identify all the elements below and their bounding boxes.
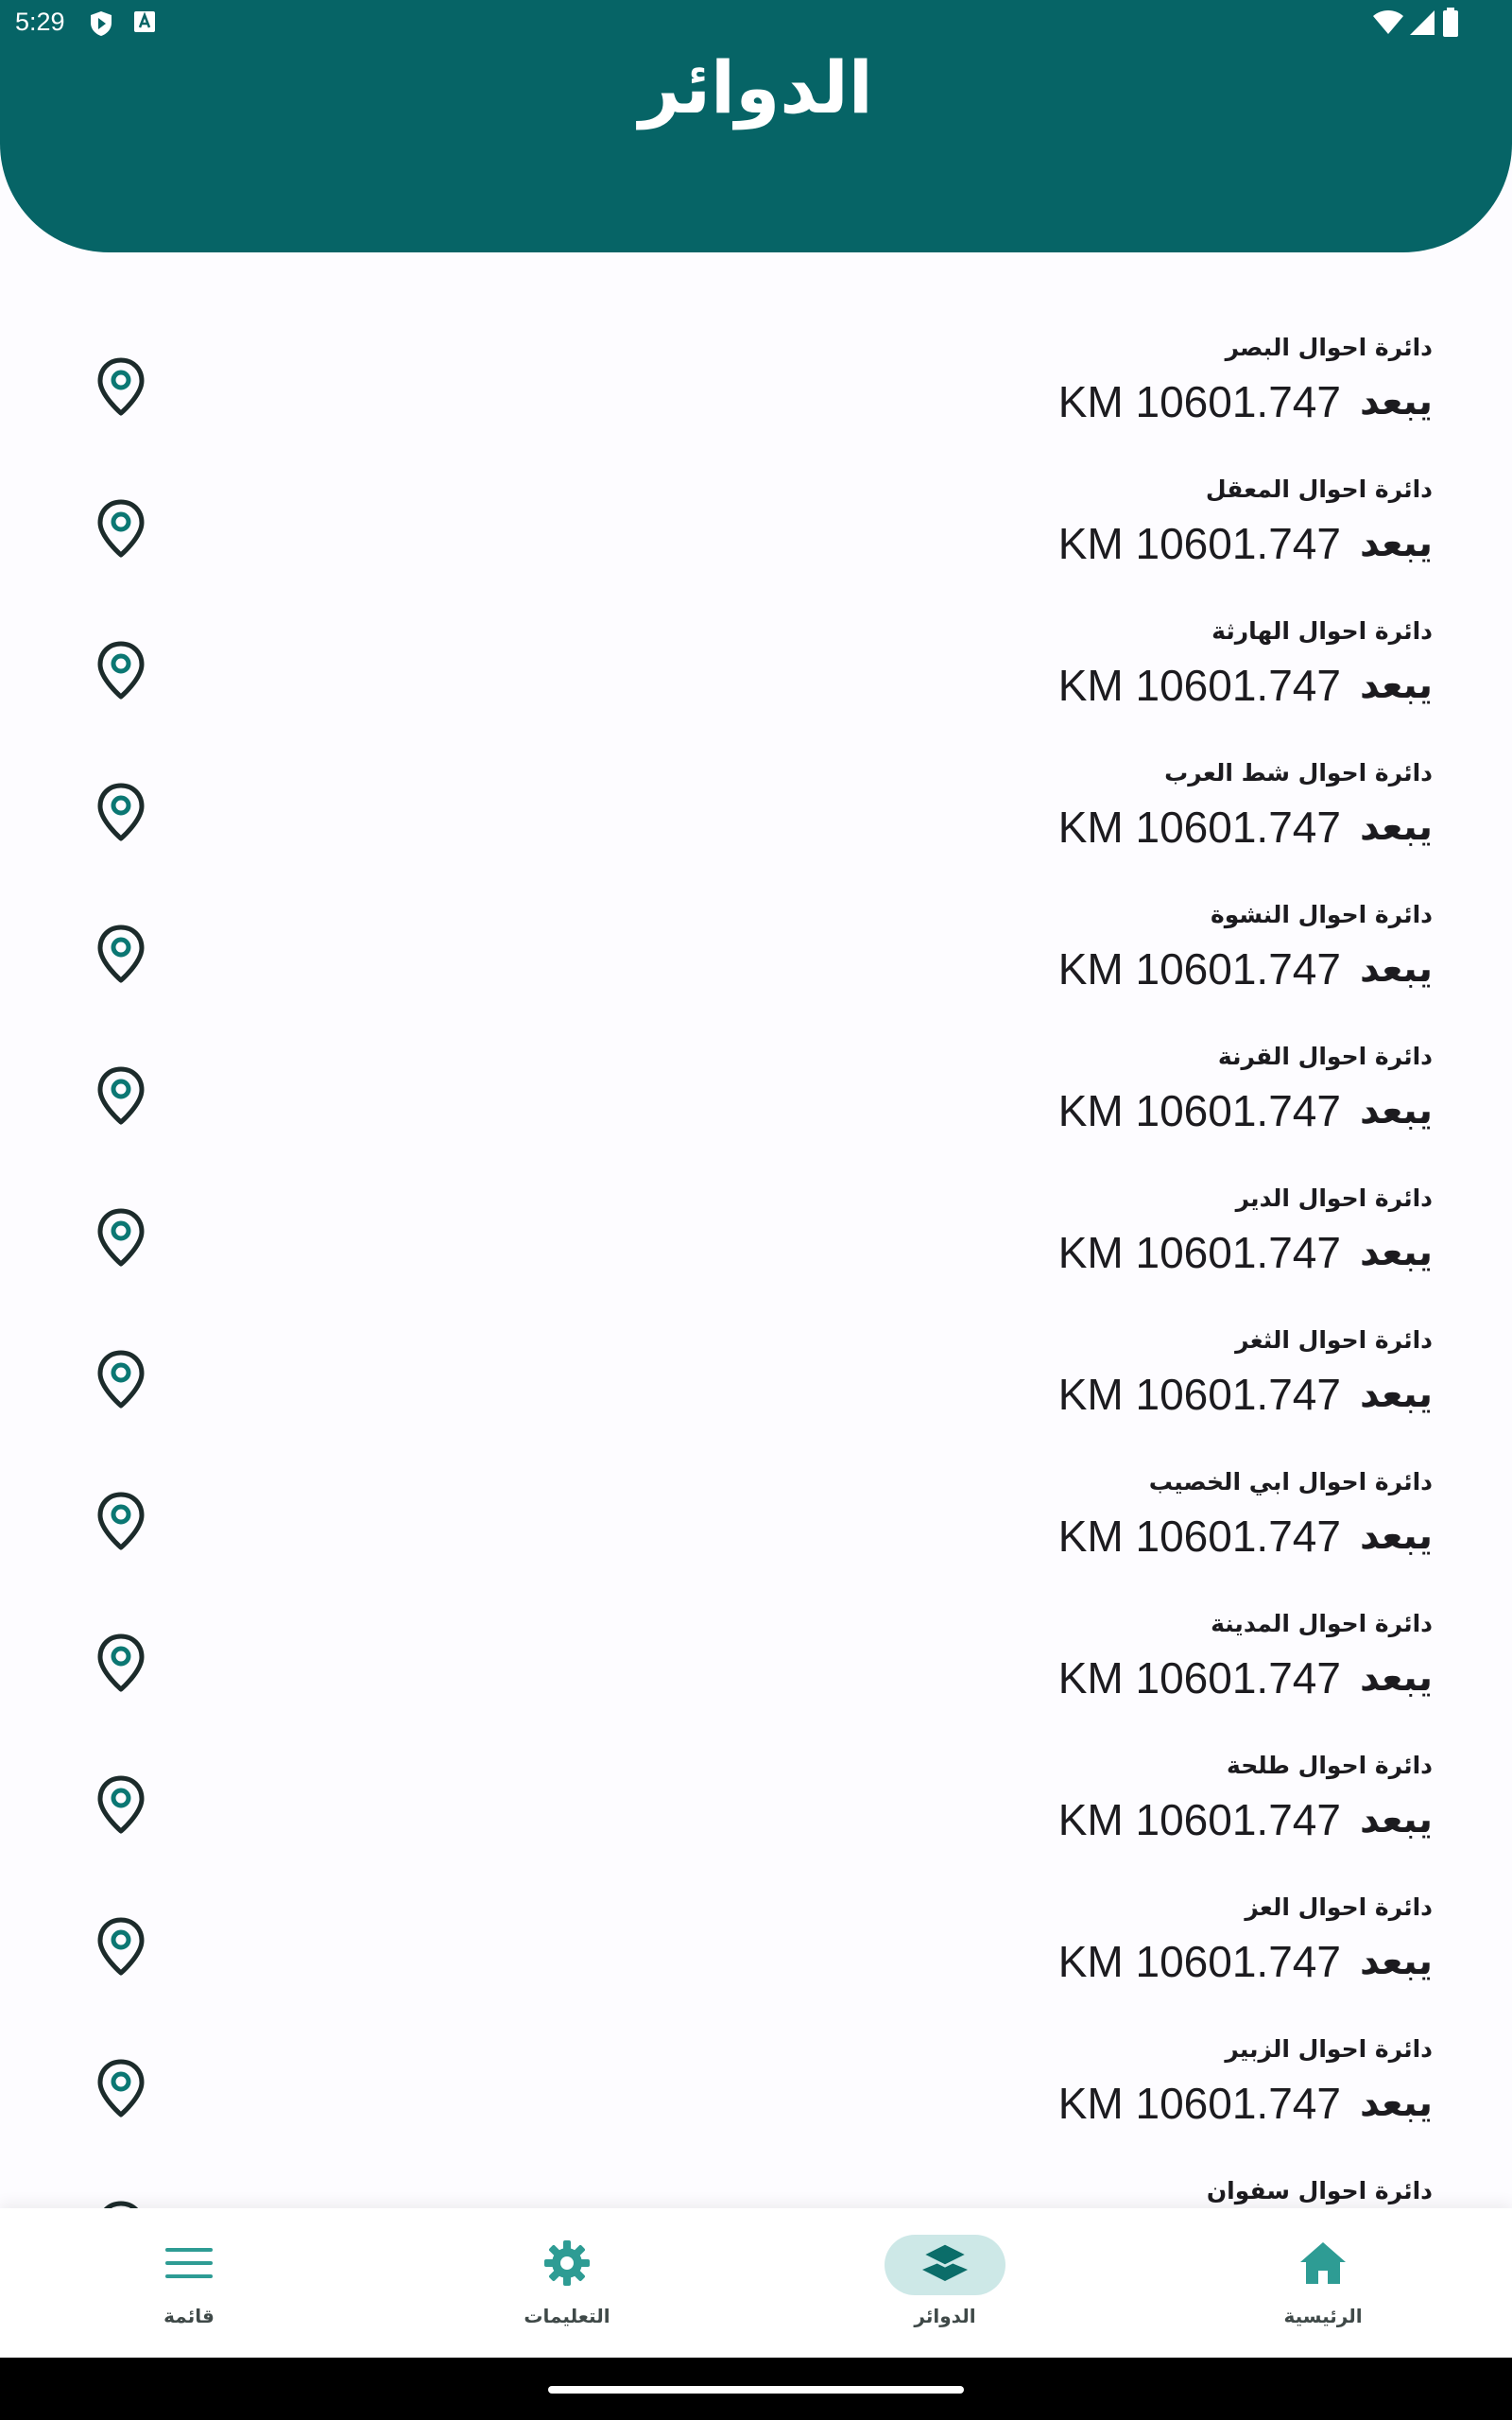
directorate-name: دائرة احوال سفوان: [1206, 2177, 1433, 2204]
distance-label: يبعد: [1359, 1656, 1433, 1700]
list-item[interactable]: [0, 1876, 1512, 2018]
distance-value: KM 10601.747: [1057, 519, 1341, 568]
nav-label-directorates: الدوائر: [914, 2305, 976, 2327]
distance-value: KM 10601.747: [1057, 1937, 1341, 1986]
distance-label: يبعد: [1359, 2082, 1433, 2125]
location-pin-icon: [95, 640, 146, 704]
list-item[interactable]: [0, 884, 1512, 1026]
distance-row: [1058, 2075, 1433, 2132]
location-pin-button[interactable]: [87, 1914, 155, 1982]
distance-label: يبعد: [1359, 1373, 1433, 1416]
directorate-name: دائرة احوال الدير: [1235, 1184, 1433, 1212]
nav-icon-container: [507, 2235, 627, 2295]
distance-row: [1058, 1650, 1433, 1706]
nav-item-menu[interactable]: [0, 2208, 378, 2358]
list-item[interactable]: [0, 1026, 1512, 1167]
list-item[interactable]: [0, 1451, 1512, 1593]
wifi-icon: [1372, 9, 1404, 40]
distance-row: [1058, 1366, 1433, 1423]
menu-icon: [163, 2244, 215, 2286]
location-pin-button[interactable]: [87, 1489, 155, 1557]
distance-label: يبعد: [1359, 664, 1433, 707]
location-pin-icon: [95, 1065, 146, 1130]
app-header: [0, 0, 1512, 252]
location-pin-button[interactable]: [87, 2056, 155, 2124]
distance-label: يبعد: [1359, 947, 1433, 991]
list-item[interactable]: [0, 2018, 1512, 2160]
location-pin-button[interactable]: [87, 496, 155, 564]
distance-value: KM 10601.747: [1057, 1086, 1341, 1135]
distance-value: KM 10601.747: [1057, 1653, 1341, 1703]
location-pin-button[interactable]: [87, 922, 155, 990]
list-item[interactable]: [0, 317, 1512, 458]
nav-item-home[interactable]: [1134, 2208, 1512, 2358]
distance-label: يبعد: [1359, 805, 1433, 849]
distance-value: KM 10601.747: [1057, 2079, 1341, 2128]
location-pin-icon: [95, 782, 146, 846]
nav-item-instructions[interactable]: [378, 2208, 756, 2358]
nav-active-indicator: [885, 2235, 1005, 2295]
distance-value: KM 10601.747: [1057, 1795, 1341, 1844]
status-time: 5:29: [15, 8, 65, 36]
directorate-name: دائرة احوال ابي الخصيب: [1148, 1468, 1433, 1495]
location-pin-button[interactable]: [87, 638, 155, 706]
nav-label-home: الرئيسية: [1283, 2305, 1363, 2327]
directorate-name: دائرة احوال الزبير: [1225, 2035, 1433, 2063]
location-pin-button[interactable]: [87, 354, 155, 423]
nav-label-instructions: التعليمات: [524, 2305, 610, 2327]
distance-row: [1058, 515, 1433, 572]
home-gesture-handle[interactable]: [548, 2386, 964, 2394]
page-title: الدوائر: [639, 45, 873, 130]
list-item[interactable]: [0, 458, 1512, 600]
location-pin-button[interactable]: [87, 1347, 155, 1415]
location-pin-button[interactable]: [87, 780, 155, 848]
distance-label: يبعد: [1359, 1089, 1433, 1132]
location-pin-icon: [95, 1774, 146, 1839]
directorate-name: دائرة احوال القرنة: [1217, 1043, 1433, 1070]
play-protect-icon: [87, 9, 115, 42]
location-pin-button[interactable]: [87, 1772, 155, 1841]
location-pin-icon: [95, 924, 146, 988]
distance-label: يبعد: [1359, 1514, 1433, 1558]
distance-value: KM 10601.747: [1057, 803, 1341, 852]
autofill-icon: [132, 9, 157, 38]
directorates-list: [0, 317, 1512, 2207]
directorate-name: دائرة احوال العز: [1245, 1893, 1433, 1921]
bottom-navigation: [0, 2208, 1512, 2358]
list-item[interactable]: [0, 1309, 1512, 1451]
distance-value: KM 10601.747: [1057, 1512, 1341, 1561]
signal-icon: [1408, 9, 1436, 40]
location-pin-icon: [95, 1491, 146, 1555]
home-icon: [1298, 2239, 1348, 2290]
directorate-name: دائرة احوال المدينة: [1211, 1610, 1433, 1637]
distance-label: يبعد: [1359, 1798, 1433, 1841]
list-item[interactable]: [0, 742, 1512, 884]
location-pin-icon: [95, 498, 146, 562]
list-item[interactable]: [0, 600, 1512, 742]
distance-row: [1058, 657, 1433, 714]
location-pin-button[interactable]: [87, 1205, 155, 1273]
distance-label: يبعد: [1359, 522, 1433, 565]
directorate-name: دائرة احوال المعقل: [1205, 475, 1433, 503]
list-item[interactable]: [0, 1167, 1512, 1309]
distance-value: KM 10601.747: [1057, 1370, 1341, 1419]
directorate-name: دائرة احوال الهارثة: [1211, 617, 1433, 645]
directorate-name: دائرة احوال البصر: [1225, 334, 1433, 361]
distance-row: [1058, 799, 1433, 856]
location-pin-icon: [95, 1349, 146, 1413]
distance-label: يبعد: [1359, 1940, 1433, 1983]
list-item[interactable]: [0, 1735, 1512, 1876]
layers-icon: [919, 2239, 971, 2290]
status-bar: [0, 0, 1512, 49]
distance-row: [1058, 1791, 1433, 1848]
distance-label: يبعد: [1359, 1231, 1433, 1274]
directorate-name: دائرة احوال طلحة: [1227, 1752, 1433, 1779]
system-navigation-bar: [0, 2358, 1512, 2420]
nav-label-menu: قائمة: [163, 2305, 215, 2327]
location-pin-button[interactable]: [87, 1063, 155, 1132]
distance-row: [1058, 941, 1433, 997]
directorate-name: دائرة احوال شط العرب: [1164, 759, 1433, 786]
gear-icon: [542, 2238, 592, 2291]
nav-icon-container: [129, 2235, 249, 2295]
distance-value: KM 10601.747: [1057, 944, 1341, 994]
distance-value: KM 10601.747: [1057, 1228, 1341, 1277]
location-pin-icon: [95, 1633, 146, 1697]
directorate-name: دائرة احوال النشوة: [1210, 901, 1433, 928]
nav-item-directorates[interactable]: [756, 2208, 1134, 2358]
distance-value: KM 10601.747: [1057, 377, 1341, 426]
battery-icon: [1442, 8, 1459, 42]
location-pin-icon: [95, 2058, 146, 2122]
distance-row: [1058, 1082, 1433, 1139]
distance-row: [1058, 1933, 1433, 1990]
location-pin-icon: [95, 356, 146, 421]
distance-row: [1058, 1224, 1433, 1281]
list-item[interactable]: [0, 1593, 1512, 1735]
location-pin-icon: [95, 1207, 146, 1271]
distance-row: [1058, 373, 1433, 430]
distance-label: يبعد: [1359, 380, 1433, 424]
distance-row: [1058, 1508, 1433, 1564]
nav-icon-container: [1263, 2235, 1383, 2295]
distance-value: KM 10601.747: [1057, 661, 1341, 710]
directorate-name: دائرة احوال الثغر: [1235, 1326, 1433, 1354]
location-pin-icon: [95, 1916, 146, 1980]
location-pin-button[interactable]: [87, 1631, 155, 1699]
